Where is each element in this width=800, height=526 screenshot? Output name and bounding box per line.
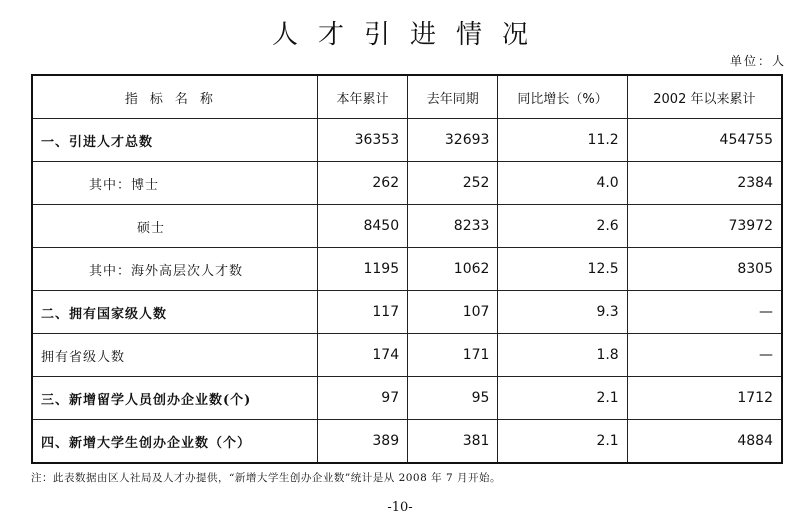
row-indicator-name: 硕士: [32, 205, 317, 248]
table-row: [32, 377, 782, 420]
cell-this-year: 174: [317, 334, 407, 377]
table-row: [32, 248, 782, 291]
cell-last-year: 252: [408, 162, 498, 205]
cell-cumulative: 8305: [627, 248, 782, 291]
cell-last-year: 381: [408, 420, 498, 464]
cell-last-year: 95: [408, 377, 498, 420]
table-row: [32, 119, 782, 162]
row-indicator-name: 其中：博士: [32, 162, 317, 205]
cell-yoy-growth: 9.3: [498, 291, 627, 334]
unit-label: 单位：人: [729, 54, 786, 68]
talent-stats-table: [31, 74, 783, 464]
cell-yoy-growth: 12.5: [498, 248, 627, 291]
cell-last-year: 171: [408, 334, 498, 377]
cell-this-year: 262: [317, 162, 407, 205]
row-indicator-name: 三、新增留学人员创办企业数(个): [32, 377, 317, 420]
cell-last-year: 32693: [408, 119, 498, 162]
cell-this-year: 36353: [317, 119, 407, 162]
cell-yoy-growth: 4.0: [498, 162, 627, 205]
cell-this-year: 8450: [317, 205, 407, 248]
footnote: 注：此表数据由区人社局及人才办提供，“新增大学生创办企业数”统计是从 2008 年 7 月开始。: [31, 472, 501, 484]
cell-yoy-growth: 2.1: [498, 420, 627, 464]
cell-yoy-growth: 1.8: [498, 334, 627, 377]
cell-last-year: 8233: [408, 205, 498, 248]
cell-yoy-growth: 2.1: [498, 377, 627, 420]
table-header-row: [32, 75, 782, 119]
row-indicator-name: 一、引进人才总数: [32, 119, 317, 162]
cell-last-year: 107: [408, 291, 498, 334]
row-indicator-name: 拥有省级人数: [32, 334, 317, 377]
cell-cumulative: 2384: [627, 162, 782, 205]
cell-yoy-growth: 11.2: [498, 119, 627, 162]
cell-last-year: 1062: [408, 248, 498, 291]
cell-cumulative: 4884: [627, 420, 782, 464]
cell-cumulative: —: [627, 291, 782, 334]
header-this-year: 本年累计: [317, 75, 407, 119]
cell-cumulative: 1712: [627, 377, 782, 420]
table-row: [32, 334, 782, 377]
cell-this-year: 117: [317, 291, 407, 334]
cell-this-year: 389: [317, 420, 407, 464]
page-number: -10-: [387, 500, 413, 515]
page-title: 人才引进情况: [271, 20, 548, 50]
cell-yoy-growth: 2.6: [498, 205, 627, 248]
row-indicator-name: 二、拥有国家级人数: [32, 291, 317, 334]
header-indicator-name: 指标名称: [32, 75, 317, 119]
header-cumulative: 2002 年以来累计: [627, 75, 782, 119]
cell-cumulative: 454755: [627, 119, 782, 162]
header-last-year: 去年同期: [408, 75, 498, 119]
cell-cumulative: —: [627, 334, 782, 377]
table-row: [32, 420, 782, 464]
header-yoy-growth: 同比增长（%）: [498, 75, 627, 119]
cell-cumulative: 73972: [627, 205, 782, 248]
cell-this-year: 97: [317, 377, 407, 420]
row-indicator-name: 其中：海外高层次人才数: [32, 248, 317, 291]
cell-this-year: 1195: [317, 248, 407, 291]
row-indicator-name: 四、新增大学生创办企业数（个）: [32, 420, 317, 464]
table-body: [32, 119, 782, 464]
table-row: [32, 205, 782, 248]
table-row: [32, 291, 782, 334]
table-row: [32, 162, 782, 205]
